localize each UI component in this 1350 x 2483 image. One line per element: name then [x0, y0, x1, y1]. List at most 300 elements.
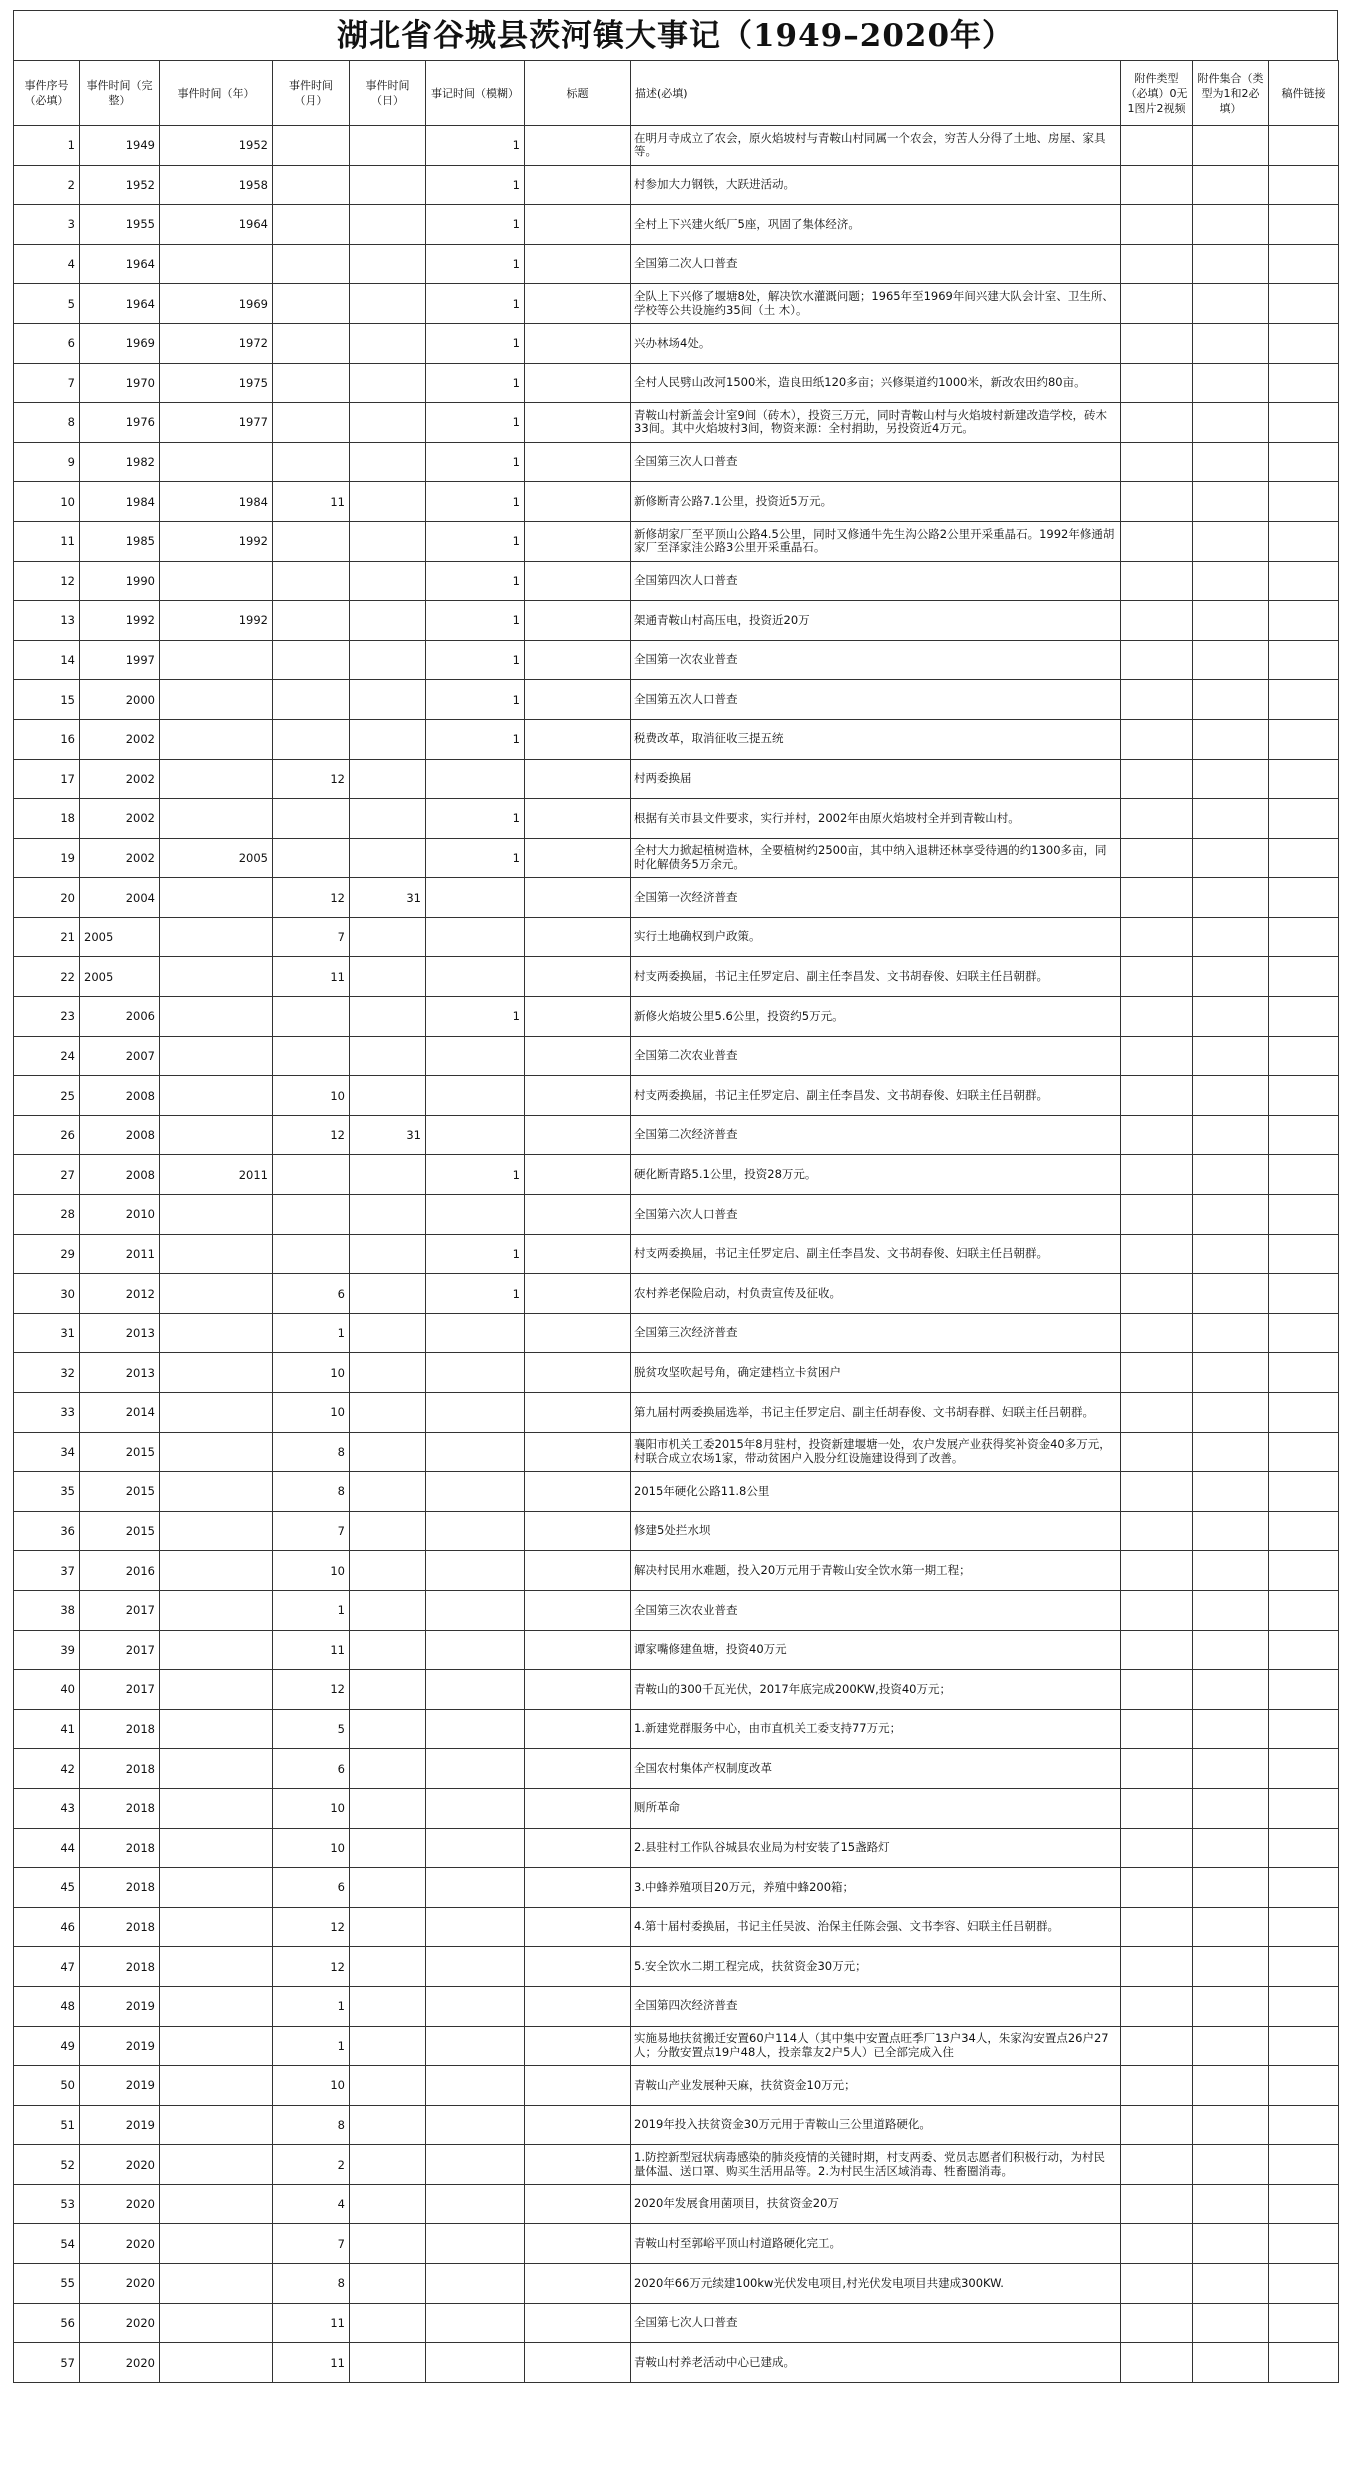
description-cell: 全村上下兴建火纸厂5座，巩固了集体经济。 [631, 205, 1121, 245]
full-time-cell: 1949 [80, 126, 160, 166]
title-cell [525, 917, 631, 957]
description-cell: 5.安全饮水二期工程完成，扶贫资金30万元； [631, 1947, 1121, 1987]
title-cell [525, 165, 631, 205]
table-row [14, 1353, 1339, 1393]
description-cell: 全国第四次人口普查 [631, 561, 1121, 601]
attachment-set-cell [1193, 561, 1269, 601]
attachment-type-cell [1121, 1670, 1193, 1710]
month-cell [273, 680, 350, 720]
seq-cell: 56 [14, 2303, 80, 2343]
title-cell [525, 957, 631, 997]
full-time-cell: 2018 [80, 1788, 160, 1828]
day-cell [350, 1788, 426, 1828]
link-cell [1269, 2105, 1339, 2145]
title-cell [525, 838, 631, 878]
link-cell [1269, 403, 1339, 443]
attachment-type-cell [1121, 284, 1193, 324]
table-row [14, 2066, 1339, 2106]
seq-cell: 20 [14, 878, 80, 918]
attachment-set-cell [1193, 1115, 1269, 1155]
seq-cell: 29 [14, 1234, 80, 1274]
year-cell [160, 1709, 273, 1749]
link-cell [1269, 561, 1339, 601]
month-cell: 6 [273, 1274, 350, 1314]
title-cell [525, 1907, 631, 1947]
month-cell [273, 244, 350, 284]
fuzzy-cell: 1 [426, 561, 525, 601]
day-cell [350, 1274, 426, 1314]
day-cell [350, 1353, 426, 1393]
year-cell [160, 561, 273, 601]
day-cell [350, 680, 426, 720]
year-cell [160, 1828, 273, 1868]
attachment-set-cell [1193, 1670, 1269, 1710]
seq-cell: 31 [14, 1313, 80, 1353]
fuzzy-cell [426, 1630, 525, 1670]
seq-cell: 2 [14, 165, 80, 205]
attachment-type-cell [1121, 878, 1193, 918]
year-cell [160, 2145, 273, 2185]
link-cell [1269, 2145, 1339, 2185]
attachment-set-cell [1193, 1551, 1269, 1591]
attachment-type-cell [1121, 1036, 1193, 1076]
attachment-type-cell [1121, 244, 1193, 284]
attachment-set-cell [1193, 165, 1269, 205]
seq-cell: 26 [14, 1115, 80, 1155]
attachment-set-cell [1193, 1353, 1269, 1393]
day-cell [350, 1590, 426, 1630]
table-row [14, 1868, 1339, 1908]
description-cell: 襄阳市机关工委2015年8月驻村，投资新建堰塘一处，农户发展产业获得奖补资金40多万元，村联合成立农场1家，带动贫困户入股分红设施建设得到了改善。 [631, 1432, 1121, 1472]
day-cell [350, 1551, 426, 1591]
attachment-set-cell [1193, 680, 1269, 720]
year-cell: 2005 [160, 838, 273, 878]
day-cell [350, 2184, 426, 2224]
description-cell: 全国第一次农业普查 [631, 640, 1121, 680]
link-cell [1269, 482, 1339, 522]
table-row [14, 917, 1339, 957]
description-cell: 农村养老保险启动，村负责宣传及征收。 [631, 1274, 1121, 1314]
seq-cell: 39 [14, 1630, 80, 1670]
full-time-cell: 2011 [80, 1234, 160, 1274]
title-cell [525, 1670, 631, 1710]
fuzzy-cell: 1 [426, 719, 525, 759]
month-cell: 11 [273, 1630, 350, 1670]
day-cell [350, 2224, 426, 2264]
attachment-set-cell [1193, 403, 1269, 443]
day-cell [350, 1511, 426, 1551]
full-time-cell: 1964 [80, 244, 160, 284]
year-cell [160, 1551, 273, 1591]
day-cell [350, 205, 426, 245]
attachment-type-cell [1121, 2343, 1193, 2383]
link-cell [1269, 1868, 1339, 1908]
month-cell: 1 [273, 1590, 350, 1630]
attachment-set-cell [1193, 997, 1269, 1037]
fuzzy-cell [426, 1353, 525, 1393]
title-cell [525, 205, 631, 245]
table-row [14, 2105, 1339, 2145]
attachment-type-cell [1121, 2105, 1193, 2145]
seq-cell: 38 [14, 1590, 80, 1630]
table-row [14, 205, 1339, 245]
fuzzy-cell [426, 1195, 525, 1235]
header-description: 描述(必填) [631, 61, 1121, 126]
attachment-type-cell [1121, 403, 1193, 443]
title-cell [525, 363, 631, 403]
attachment-type-cell [1121, 323, 1193, 363]
month-cell: 7 [273, 1511, 350, 1551]
attachment-type-cell [1121, 1788, 1193, 1828]
attachment-set-cell [1193, 1313, 1269, 1353]
fuzzy-cell [426, 2145, 525, 2185]
fuzzy-cell: 1 [426, 205, 525, 245]
fuzzy-cell: 1 [426, 323, 525, 363]
full-time-cell: 2019 [80, 2105, 160, 2145]
title-cell [525, 1353, 631, 1393]
table-row [14, 1195, 1339, 1235]
attachment-type-cell [1121, 719, 1193, 759]
attachment-set-cell [1193, 1630, 1269, 1670]
month-cell: 11 [273, 2343, 350, 2383]
description-cell: 2015年硬化公路11.8公里 [631, 1472, 1121, 1512]
attachment-set-cell [1193, 1274, 1269, 1314]
year-cell: 1984 [160, 482, 273, 522]
attachment-set-cell [1193, 1036, 1269, 1076]
table-row [14, 799, 1339, 839]
table-row [14, 2303, 1339, 2343]
month-cell: 10 [273, 2066, 350, 2106]
link-cell [1269, 165, 1339, 205]
link-cell [1269, 1115, 1339, 1155]
link-cell [1269, 2184, 1339, 2224]
attachment-type-cell [1121, 1590, 1193, 1630]
seq-cell: 8 [14, 403, 80, 443]
year-cell [160, 1115, 273, 1155]
seq-cell: 22 [14, 957, 80, 997]
year-cell: 1969 [160, 284, 273, 324]
description-cell: 全国第三次经济普查 [631, 1313, 1121, 1353]
full-time-cell: 2018 [80, 1828, 160, 1868]
link-cell [1269, 601, 1339, 641]
description-cell: 2020年发展食用菌项目，扶贫资金20万 [631, 2184, 1121, 2224]
month-cell: 10 [273, 1551, 350, 1591]
fuzzy-cell: 1 [426, 1155, 525, 1195]
description-cell: 全队上下兴修了堰塘8处，解决饮水灌溉问题；1965年至1969年间兴建大队会计室、卫生所、学校等公共设施约35间（土 木）。 [631, 284, 1121, 324]
table-row [14, 1907, 1339, 1947]
year-cell: 1972 [160, 323, 273, 363]
description-cell: 第九届村两委换届选举，书记主任罗定启、副主任胡春俊、文书胡春群、妇联主任吕朝群。 [631, 1393, 1121, 1433]
table-row [14, 2264, 1339, 2304]
table-row [14, 1947, 1339, 1987]
header-row [14, 61, 1339, 126]
seq-cell: 55 [14, 2264, 80, 2304]
day-cell [350, 1234, 426, 1274]
attachment-set-cell [1193, 1432, 1269, 1472]
link-cell [1269, 1432, 1339, 1472]
table-row [14, 244, 1339, 284]
full-time-cell: 2007 [80, 1036, 160, 1076]
seq-cell: 3 [14, 205, 80, 245]
title-cell [525, 521, 631, 561]
link-cell [1269, 363, 1339, 403]
title-cell [525, 1590, 631, 1630]
month-cell [273, 1195, 350, 1235]
description-cell: 青鞍山产业发展种天麻，扶贫资金10万元； [631, 2066, 1121, 2106]
title-cell [525, 1828, 631, 1868]
full-time-cell: 2017 [80, 1590, 160, 1630]
attachment-set-cell [1193, 2343, 1269, 2383]
description-cell: 1.新建党群服务中心，由市直机关工委支持77万元； [631, 1709, 1121, 1749]
attachment-type-cell [1121, 1749, 1193, 1789]
seq-cell: 6 [14, 323, 80, 363]
title-cell [525, 799, 631, 839]
table-row [14, 1234, 1339, 1274]
year-cell [160, 1036, 273, 1076]
attachment-set-cell [1193, 1195, 1269, 1235]
fuzzy-cell: 1 [426, 640, 525, 680]
attachment-type-cell [1121, 1630, 1193, 1670]
seq-cell: 51 [14, 2105, 80, 2145]
table-row [14, 1788, 1339, 1828]
day-cell [350, 2105, 426, 2145]
attachment-type-cell [1121, 363, 1193, 403]
month-cell [273, 640, 350, 680]
month-cell: 12 [273, 1115, 350, 1155]
month-cell: 7 [273, 2224, 350, 2264]
fuzzy-cell [426, 2303, 525, 2343]
description-cell: 全村大力掀起植树造林，全要植树约2500亩，其中纳入退耕还林享受待遇的约1300多亩，同时化解债务5万余元。 [631, 838, 1121, 878]
seq-cell: 40 [14, 1670, 80, 1710]
seq-cell: 48 [14, 1986, 80, 2026]
month-cell [273, 521, 350, 561]
attachment-type-cell [1121, 1115, 1193, 1155]
year-cell [160, 680, 273, 720]
attachment-type-cell [1121, 680, 1193, 720]
month-cell: 6 [273, 1868, 350, 1908]
attachment-set-cell [1193, 1749, 1269, 1789]
day-cell [350, 1472, 426, 1512]
full-time-cell: 2019 [80, 1986, 160, 2026]
fuzzy-cell [426, 878, 525, 918]
full-time-cell: 1955 [80, 205, 160, 245]
seq-cell: 35 [14, 1472, 80, 1512]
description-cell: 硬化断青路5.1公里，投资28万元。 [631, 1155, 1121, 1195]
day-cell [350, 601, 426, 641]
seq-cell: 12 [14, 561, 80, 601]
link-cell [1269, 1274, 1339, 1314]
title-cell [525, 1788, 631, 1828]
seq-cell: 41 [14, 1709, 80, 1749]
full-time-cell: 2020 [80, 2145, 160, 2185]
year-cell: 1992 [160, 601, 273, 641]
description-cell: 实行土地确权到户政策。 [631, 917, 1121, 957]
description-cell: 青鞍山村新盖会计室9间（砖木），投资三万元，同时青鞍山村与火焰坡村新建改造学校，砖木33间。其中火焰坡村3间，物资来源：全村捐助，另投资近4万元。 [631, 403, 1121, 443]
fuzzy-cell [426, 917, 525, 957]
description-cell: 3.中蜂养殖项目20万元，养殖中蜂200箱； [631, 1868, 1121, 1908]
link-cell [1269, 759, 1339, 799]
day-cell [350, 244, 426, 284]
events-table [13, 60, 1339, 2383]
description-cell: 兴办林场4处。 [631, 323, 1121, 363]
year-cell [160, 1472, 273, 1512]
day-cell [350, 521, 426, 561]
attachment-set-cell [1193, 1076, 1269, 1116]
attachment-set-cell [1193, 957, 1269, 997]
description-cell: 脱贫攻坚吹起号角，确定建档立卡贫困户 [631, 1353, 1121, 1393]
full-time-cell: 1970 [80, 363, 160, 403]
day-cell [350, 799, 426, 839]
month-cell: 10 [273, 1393, 350, 1433]
full-time-cell: 2019 [80, 2026, 160, 2066]
header-attachment-type: 附件类型（必填）0无1图片2视频 [1121, 61, 1193, 126]
link-cell [1269, 680, 1339, 720]
table-row [14, 403, 1339, 443]
title-cell [525, 680, 631, 720]
day-cell [350, 2026, 426, 2066]
table-row [14, 1115, 1339, 1155]
title-cell [525, 1115, 631, 1155]
table-row [14, 1036, 1339, 1076]
attachment-set-cell [1193, 482, 1269, 522]
attachment-type-cell [1121, 482, 1193, 522]
seq-cell: 14 [14, 640, 80, 680]
fuzzy-cell [426, 1472, 525, 1512]
title-cell [525, 2343, 631, 2383]
link-cell [1269, 1590, 1339, 1630]
day-cell [350, 640, 426, 680]
month-cell [273, 799, 350, 839]
full-time-cell: 2005 [80, 957, 160, 997]
attachment-type-cell [1121, 759, 1193, 799]
seq-cell: 24 [14, 1036, 80, 1076]
seq-cell: 16 [14, 719, 80, 759]
title-cell [525, 403, 631, 443]
attachment-set-cell [1193, 1155, 1269, 1195]
title-cell [525, 442, 631, 482]
table-row [14, 1986, 1339, 2026]
fuzzy-cell [426, 2264, 525, 2304]
year-cell: 1964 [160, 205, 273, 245]
fuzzy-cell [426, 1590, 525, 1630]
table-row [14, 878, 1339, 918]
table-row [14, 1590, 1339, 1630]
month-cell: 10 [273, 1788, 350, 1828]
full-time-cell: 2020 [80, 2264, 160, 2304]
day-cell [350, 1709, 426, 1749]
full-time-cell: 2008 [80, 1076, 160, 1116]
attachment-type-cell [1121, 2303, 1193, 2343]
fuzzy-cell [426, 1313, 525, 1353]
link-cell [1269, 2343, 1339, 2383]
full-time-cell: 2015 [80, 1472, 160, 1512]
year-cell [160, 1630, 273, 1670]
full-time-cell: 1985 [80, 521, 160, 561]
year-cell [160, 1788, 273, 1828]
year-cell [160, 2303, 273, 2343]
description-cell: 全国第七次人口普查 [631, 2303, 1121, 2343]
day-cell [350, 1986, 426, 2026]
link-cell [1269, 1828, 1339, 1868]
attachment-set-cell [1193, 838, 1269, 878]
table-row [14, 2145, 1339, 2185]
description-cell: 全村人民劈山改河1500米，造良田纸120多亩；兴修渠道约1000米，新改农田约80亩。 [631, 363, 1121, 403]
fuzzy-cell: 1 [426, 482, 525, 522]
day-cell: 31 [350, 878, 426, 918]
title-cell [525, 1234, 631, 1274]
attachment-set-cell [1193, 1511, 1269, 1551]
description-cell: 青鞍山村养老活动中心已建成。 [631, 2343, 1121, 2383]
table-row [14, 482, 1339, 522]
fuzzy-cell: 1 [426, 244, 525, 284]
seq-cell: 10 [14, 482, 80, 522]
table-row [14, 1670, 1339, 1710]
year-cell [160, 1511, 273, 1551]
link-cell [1269, 1709, 1339, 1749]
month-cell [273, 363, 350, 403]
year-cell [160, 878, 273, 918]
title-cell [525, 1155, 631, 1195]
link-cell [1269, 2264, 1339, 2304]
attachment-type-cell [1121, 1155, 1193, 1195]
full-time-cell: 2020 [80, 2184, 160, 2224]
full-time-cell: 2020 [80, 2303, 160, 2343]
month-cell: 12 [273, 759, 350, 799]
day-cell [350, 2343, 426, 2383]
fuzzy-cell: 1 [426, 799, 525, 839]
day-cell [350, 1155, 426, 1195]
link-cell [1269, 1036, 1339, 1076]
title-cell [525, 2026, 631, 2066]
year-cell [160, 1907, 273, 1947]
seq-cell: 47 [14, 1947, 80, 1987]
title-cell [525, 997, 631, 1037]
fuzzy-cell: 1 [426, 601, 525, 641]
full-time-cell: 2000 [80, 680, 160, 720]
description-cell: 全国第三次人口普查 [631, 442, 1121, 482]
fuzzy-cell [426, 2224, 525, 2264]
seq-cell: 27 [14, 1155, 80, 1195]
link-cell [1269, 442, 1339, 482]
fuzzy-cell [426, 1709, 525, 1749]
link-cell [1269, 1155, 1339, 1195]
attachment-set-cell [1193, 284, 1269, 324]
title-cell [525, 1947, 631, 1987]
link-cell [1269, 1076, 1339, 1116]
table-row [14, 1155, 1339, 1195]
year-cell [160, 1749, 273, 1789]
full-time-cell: 1976 [80, 403, 160, 443]
title-cell [525, 1393, 631, 1433]
fuzzy-cell: 1 [426, 1274, 525, 1314]
fuzzy-cell [426, 1511, 525, 1551]
description-cell: 厕所革命 [631, 1788, 1121, 1828]
spreadsheet [13, 10, 1338, 2383]
attachment-set-cell [1193, 2303, 1269, 2343]
day-cell [350, 284, 426, 324]
attachment-type-cell [1121, 1274, 1193, 1314]
year-cell [160, 1947, 273, 1987]
title-cell [525, 2264, 631, 2304]
description-cell: 税费改革，取消征收三提五统 [631, 719, 1121, 759]
attachment-set-cell [1193, 2026, 1269, 2066]
seq-cell: 54 [14, 2224, 80, 2264]
year-cell [160, 1590, 273, 1630]
attachment-set-cell [1193, 2066, 1269, 2106]
table-row [14, 2224, 1339, 2264]
description-cell: 青鞍山村至郭峪平顶山村道路硬化完工。 [631, 2224, 1121, 2264]
title-cell [525, 2184, 631, 2224]
